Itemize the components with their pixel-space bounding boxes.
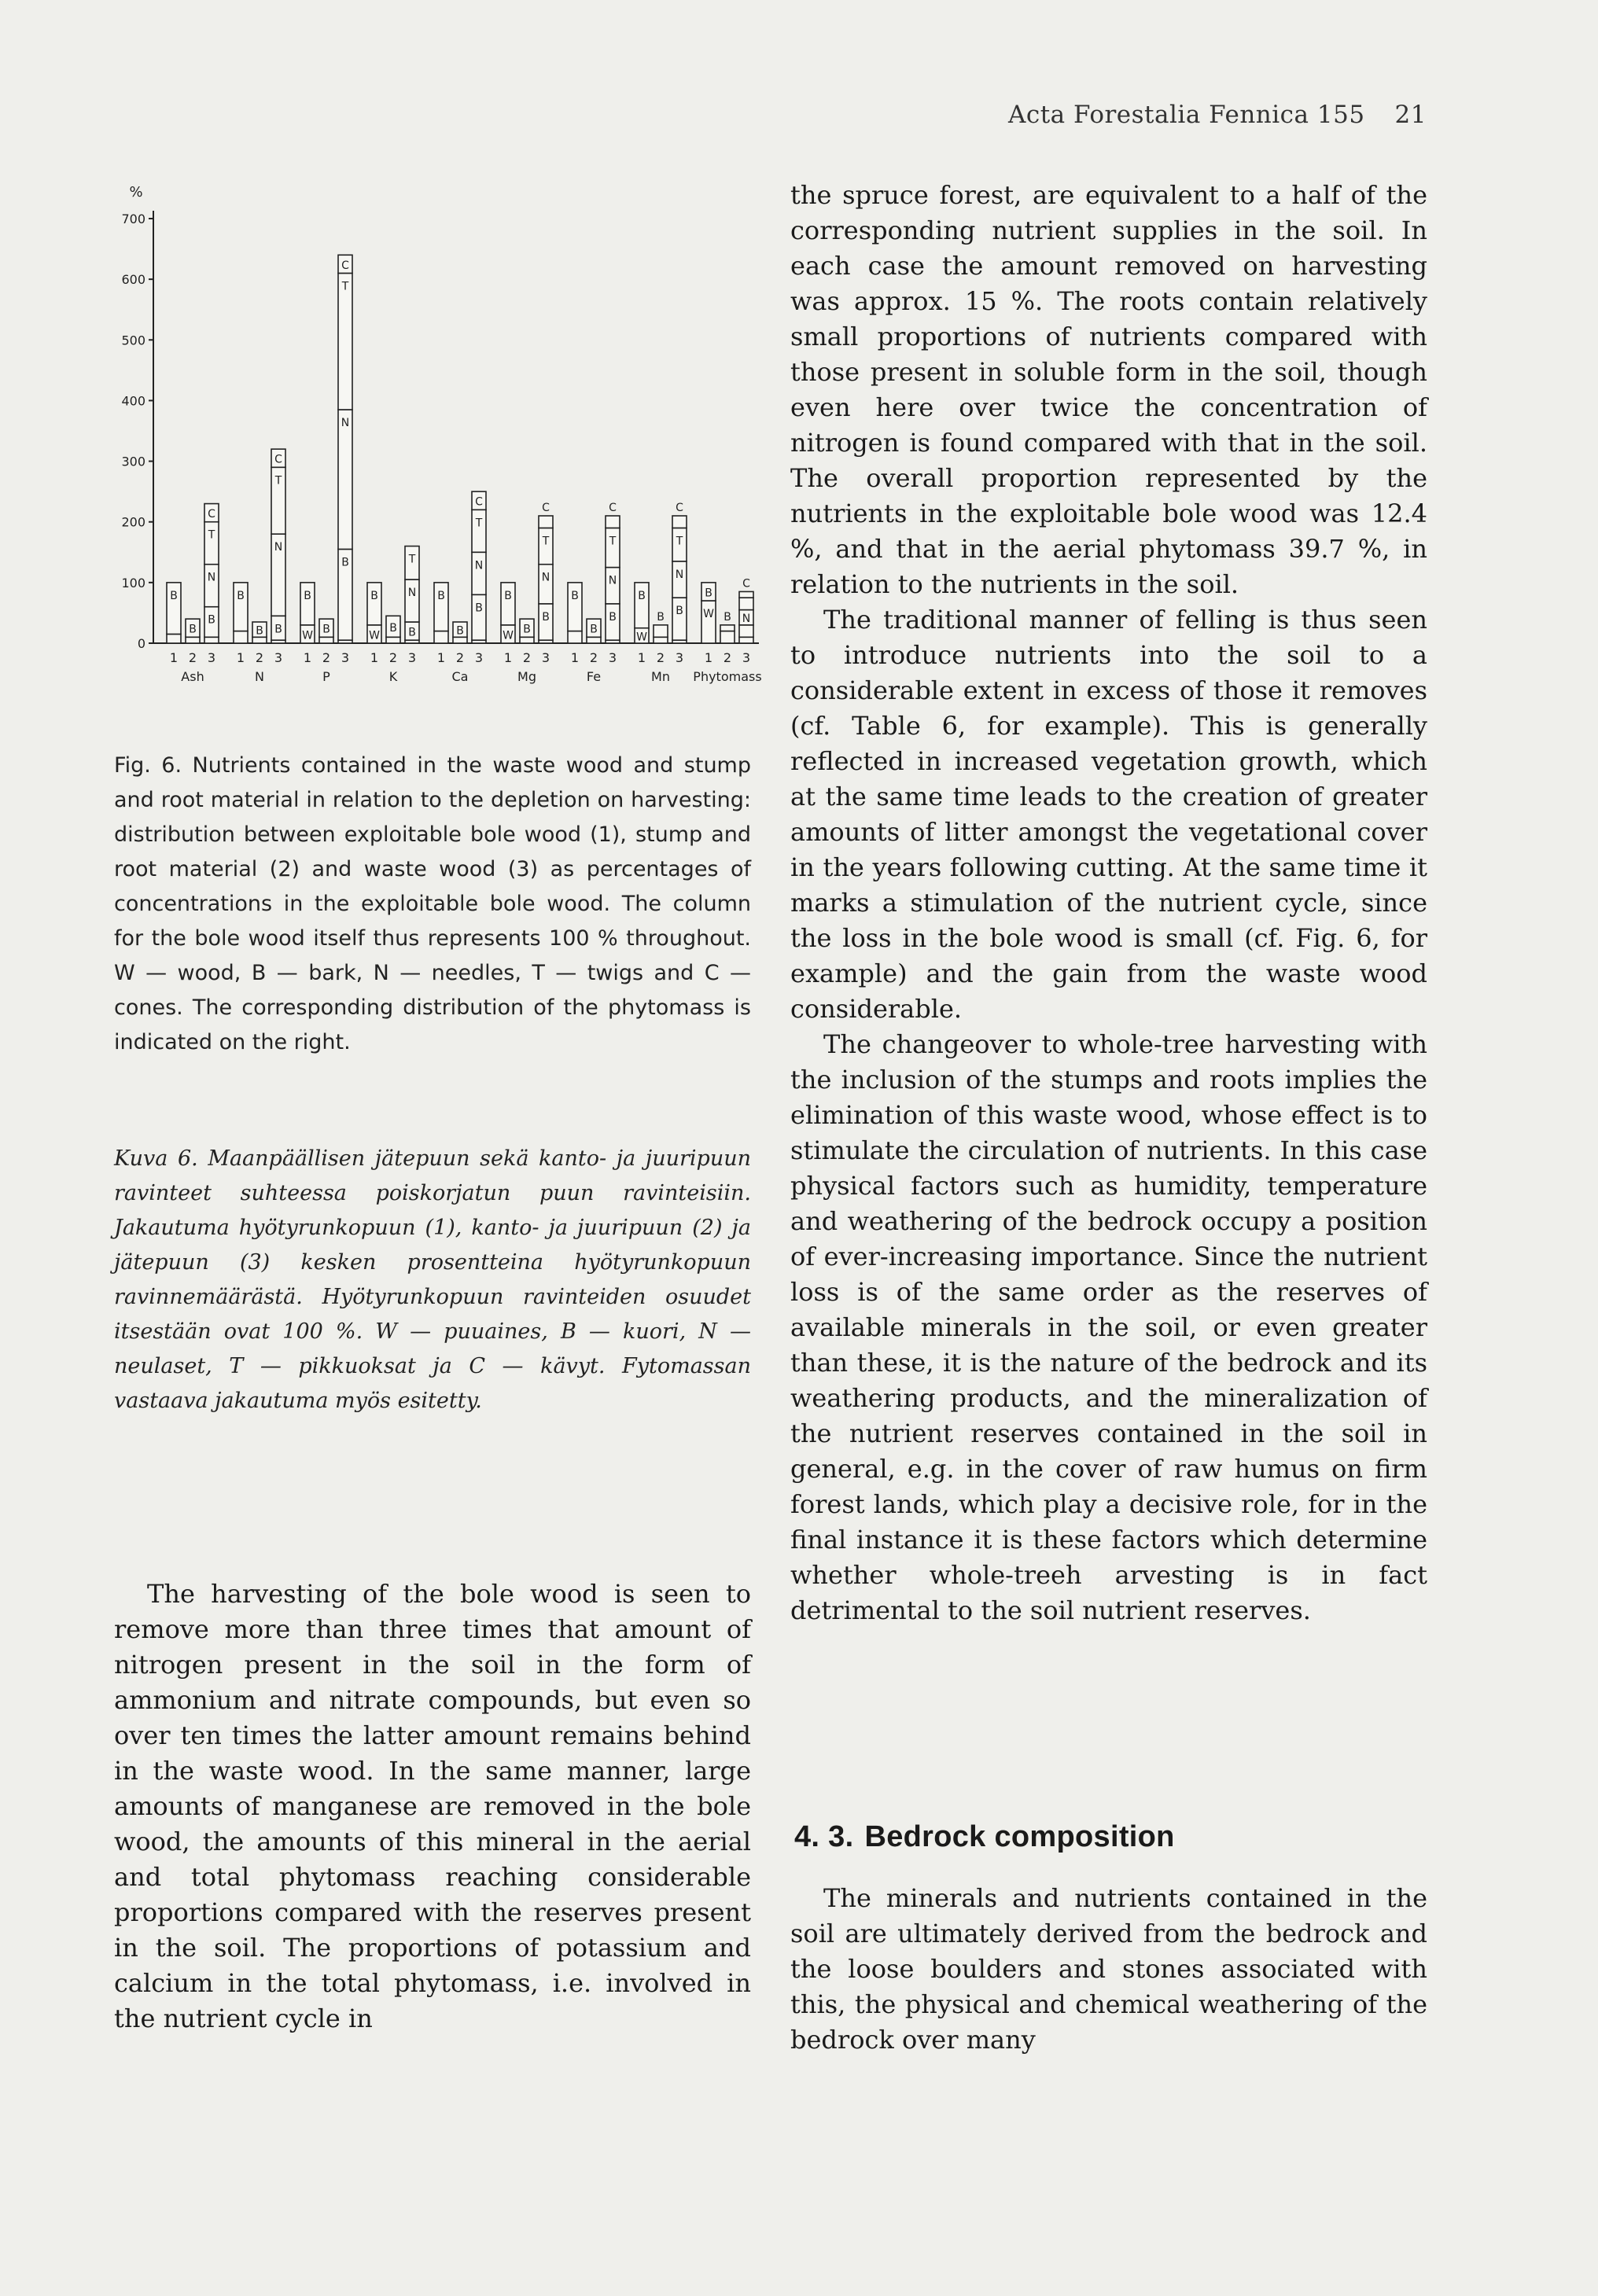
segment-code-label: T <box>609 535 617 548</box>
page-number: 21 <box>1394 101 1427 129</box>
segment-code-label: C <box>542 502 550 514</box>
bar-segment <box>520 637 534 643</box>
segment-code-label: W <box>503 629 514 642</box>
x-bar-index-label: 1 <box>704 650 713 665</box>
x-category-label: Fe <box>586 669 602 684</box>
body-paragraph: The harvesting of the bole wood is seen to remove more than three times that amount of nitrogen present in the soil in the form of ammonium and nitrate compounds, but even so over ten times the latter amount remains behind in the waste wood. In the same manner, large amounts of manganese are removed in the bole wood, the amounts of this mineral in the aerial and total phytomass reaching considerable proportions compared with the reserves present in the soil. The proportions of potassium and calcium in the total phytomass, i.e. involved in the nutrient cycle in <box>114 1579 751 2033</box>
x-bar-index-label: 3 <box>608 650 617 665</box>
y-tick-label: 0 <box>137 636 145 651</box>
x-bar-index-label: 1 <box>370 650 379 665</box>
x-bar-index-label: 3 <box>675 650 684 665</box>
segment-code-label: B <box>657 610 665 624</box>
segment-code-label: B <box>322 623 330 636</box>
x-bar-index-label: 2 <box>388 650 398 665</box>
bar-segment <box>720 631 735 643</box>
y-tick-label: 500 <box>121 333 145 348</box>
segment-code-label: B <box>475 602 483 615</box>
segment-code-label: B <box>237 589 245 602</box>
journal-title: Acta Forestalia Fennica 155 <box>1007 101 1365 129</box>
segment-code-label: W <box>302 629 313 642</box>
bar-segment <box>204 637 219 643</box>
segment-code-label: B <box>705 587 712 600</box>
y-tick-label: 400 <box>121 393 145 409</box>
segment-code-label: B <box>504 589 512 602</box>
bar-segment <box>720 625 735 631</box>
segment-code-label: N <box>207 571 216 584</box>
bar-segment <box>453 637 467 643</box>
y-axis-unit-label: % <box>129 184 143 201</box>
bar-segment <box>386 637 400 643</box>
bar-segment <box>587 637 601 643</box>
segment-code-label: C <box>475 495 483 509</box>
x-bar-index-label: 1 <box>637 650 646 665</box>
x-category-label: K <box>388 669 398 684</box>
bar-segment <box>672 516 687 528</box>
x-bar-index-label: 2 <box>322 650 331 665</box>
segment-code-label: B <box>408 626 416 639</box>
bar-segment <box>739 591 753 598</box>
x-category-label: N <box>255 669 264 684</box>
x-category-label: Ca <box>451 669 469 684</box>
bar-segment <box>167 634 181 643</box>
segment-code-label: N <box>675 568 684 581</box>
segment-code-label: N <box>274 541 283 554</box>
x-bar-index-label: 2 <box>522 650 532 665</box>
bar-segment <box>539 516 553 528</box>
segment-code-label: T <box>542 535 550 548</box>
body-paragraph: the spruce forest, are equivalent to a half of the corresponding nutrient supplies in the soil. In each case the amount removed on harvesting was approx. 15 %. The roots contain relatively small proportions of nutrients compared with those present in soluble form in the soil, though even here over twice the concentration of nitrogen is found compared with that in the soil. The overall proportion represented by the nutrients in the exploitable bole wood was 12.4 %, and that in the aerial phytomass 39.7 %, in relation to the nutrients in the soil. <box>790 180 1427 599</box>
segment-code-label: T <box>341 280 349 293</box>
x-bar-index-label: 1 <box>570 650 580 665</box>
x-bar-index-label: 2 <box>723 650 732 665</box>
section-number: 4. 3. <box>794 1820 854 1853</box>
segment-code-label: N <box>474 559 484 572</box>
segment-code-label: C <box>676 502 683 514</box>
x-category-label: Mg <box>517 669 536 684</box>
segment-code-label: B <box>370 589 378 602</box>
segment-code-label: B <box>437 589 445 602</box>
x-category-label: P <box>322 669 330 684</box>
segment-code-label: T <box>274 474 282 488</box>
segment-code-label: T <box>676 535 683 548</box>
segment-code-label: B <box>571 589 579 602</box>
bar-segment <box>568 631 582 643</box>
segment-code-label: B <box>590 623 598 636</box>
body-paragraph: The minerals and nutrients contained in the soil are ultimately derived from the bedrock and the loose boulders and stones associated with this, the physical and chemical weathering of the bedrock over many <box>790 1883 1427 2055</box>
segment-code-label: N <box>742 613 751 626</box>
x-bar-index-label: 2 <box>255 650 264 665</box>
x-bar-index-label: 2 <box>455 650 465 665</box>
segment-code-label: B <box>208 613 215 627</box>
bar-segment <box>186 637 200 643</box>
x-bar-index-label: 1 <box>503 650 513 665</box>
bar-segment <box>606 516 620 528</box>
section-heading <box>794 1820 1431 1854</box>
segment-code-label: B <box>304 589 311 602</box>
nutrient-bar-chart <box>118 179 763 730</box>
left-body-text <box>114 1577 751 2037</box>
bar-segment <box>739 625 753 637</box>
y-tick-label: 300 <box>121 454 145 469</box>
bar-segment <box>234 631 248 643</box>
x-bar-index-label: 1 <box>436 650 446 665</box>
body-paragraph: The changeover to whole-tree harvesting with the inclusion of the stumps and roots implies the elimination of this waste wood, whose effect is to stimulate the circulation of nutrients. In this case physical factors such as humidity, temperature and weathering of the bedrock occupy a position of ever-increasing importance. Since the nutrient loss is of the same order as the reserves of available minerals in the soil, or even greater than these, it is the nature of the bedrock and its weathering products, and the mineralization of the nutrient reserves contained in the soil in general, e.g. in the cover of raw humus on firm forest lands, which play a decisive role, for in the final instance it is these factors which determine whether whole-treeh arvesting is in fact detrimental to the soil nutrient reserves. <box>790 1029 1427 1625</box>
segment-code-label: B <box>341 556 349 569</box>
segment-code-label: N <box>608 574 617 587</box>
x-bar-index-label: 3 <box>474 650 484 665</box>
segment-code-label: B <box>676 605 683 618</box>
section-title: Bedrock composition <box>864 1820 1175 1853</box>
right-body-text <box>790 178 1427 1628</box>
segment-code-label: C <box>742 577 750 591</box>
bar-segment <box>739 637 753 643</box>
x-category-label: Ash <box>181 669 204 684</box>
segment-code-label: B <box>638 589 646 602</box>
bar-segment <box>252 637 267 643</box>
x-bar-index-label: 3 <box>541 650 550 665</box>
x-bar-index-label: 2 <box>656 650 665 665</box>
bar-segment <box>539 565 553 604</box>
segment-code-label: B <box>542 610 550 624</box>
x-category-label: Mn <box>651 669 670 684</box>
figure-6 <box>118 179 763 730</box>
y-tick-label: 700 <box>121 212 145 226</box>
body-paragraph: The traditional manner of felling is thus seen to introduce nutrients into the soil to a considerable extent in excess of those it removes (cf. Table 6, for example). This is generally reflected in increased vegetation growth, which at the same time leads to the creation of greater amounts of litter amongst the vegetational cover in the years following cutting. At the same time it marks a stimulation of the nutrient cycle, since the loss in the bole wood is small (cf. Fig. 6, for example) and the gain from the waste wood considerable. <box>790 605 1427 1024</box>
x-bar-index-label: 1 <box>303 650 312 665</box>
figure-caption-finnish: Kuva 6. Maanpäällisen jätepuun sekä kanto- ja juuripuun ravinteet suhteessa poiskorjatun puun ravinteisiin. Jakautuma hyötyrunkopuun (1), kanto- ja juuripuun (2) ja jätepuun (3) kesken prosentteina hyötyrunkopuun ravinnemäärästä. Hyötyrunkopuun ravinteiden osuudet itsestään ovat 100 %. W — puuaines, B — kuori, N — neulaset, T — pikkuoksat ja C — kävyt. Fytomassan vastaava jakautuma myös esitetty. <box>114 1146 751 1413</box>
x-bar-index-label: 3 <box>407 650 417 665</box>
bar-segment <box>654 637 668 643</box>
segment-code-label: T <box>475 517 483 530</box>
segment-code-label: W <box>703 608 714 620</box>
x-bar-index-label: 3 <box>207 650 216 665</box>
segment-code-label: B <box>523 623 531 636</box>
y-tick-label: 100 <box>121 575 145 591</box>
x-category-label: Phytomass <box>693 669 762 684</box>
segment-code-label: B <box>256 624 263 638</box>
bar-segment <box>739 598 753 609</box>
x-bar-index-label: 3 <box>742 650 751 665</box>
segment-code-label: C <box>274 453 282 466</box>
segment-code-label: C <box>609 502 617 514</box>
segment-code-label: N <box>541 571 550 584</box>
segment-code-label: C <box>208 508 215 521</box>
segment-code-label: W <box>636 631 647 644</box>
x-bar-index-label: 2 <box>589 650 598 665</box>
segment-code-label: B <box>456 624 464 638</box>
segment-code-label: B <box>724 610 731 624</box>
bar-segment <box>434 631 448 643</box>
bar-segment <box>338 273 352 410</box>
segment-code-label: N <box>341 417 350 429</box>
bar-segment <box>654 625 668 637</box>
x-bar-index-label: 3 <box>274 650 283 665</box>
segment-code-label: W <box>369 629 380 642</box>
segment-code-label: B <box>609 610 617 624</box>
y-tick-label: 200 <box>121 514 145 530</box>
x-bar-index-label: 2 <box>188 650 197 665</box>
segment-code-label: N <box>407 587 417 599</box>
segment-code-label: B <box>274 623 282 636</box>
bar-segment <box>319 637 333 643</box>
segment-code-label: T <box>408 553 416 566</box>
bar-segment <box>338 410 352 549</box>
running-head <box>1008 101 1427 129</box>
x-bar-index-label: 1 <box>169 650 179 665</box>
x-bar-index-label: 1 <box>236 650 245 665</box>
segment-code-label: B <box>389 621 397 635</box>
segment-code-label: T <box>208 528 215 542</box>
section-body-text <box>790 1881 1427 2058</box>
segment-code-label: C <box>341 259 349 272</box>
figure-caption-english: Fig. 6. Nutrients contained in the waste wood and stump and root material in relation to the depletion on harvesting: distribution between exploitable bole wood (1), stump and root material (2) and waste wood (3) as percentages of concentrations in the exploitable bole wood. The column for the bole wood itself thus represents 100 % throughout. W — wood, B — bark, N — needles, T — twigs and C — cones. The corresponding distribution of the phytomass is indicated on the right. <box>114 753 751 1054</box>
y-tick-label: 600 <box>121 272 145 288</box>
segment-code-label: B <box>170 589 178 602</box>
bar-segment <box>606 528 620 567</box>
x-bar-index-label: 3 <box>341 650 350 665</box>
segment-code-label: B <box>189 623 197 636</box>
